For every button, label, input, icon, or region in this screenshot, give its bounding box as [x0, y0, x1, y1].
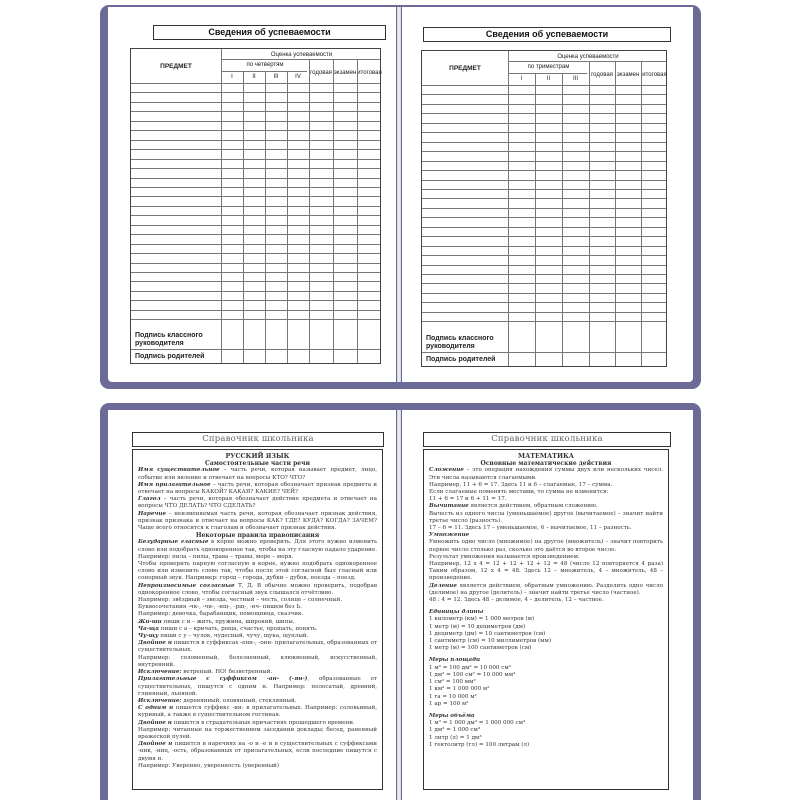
table-row-line — [131, 130, 380, 131]
definition: Вычесть из одного числа (уменьшаемое) другое (вычитаемое) – значит найти третье число (разность). — [429, 510, 663, 524]
list-item: 1 дм² = 100 см² = 10 000 мм² — [429, 671, 516, 678]
definition: – это операция нахождения суммы двух или нескольких чисел. Эти числа называются слагаемыми. — [429, 467, 663, 481]
table-row-line — [422, 198, 666, 199]
definition: Например, 11 + 6 = 17. Здесь 11 и 6 – слагаемые, 17 – сумма. — [429, 481, 613, 488]
table-column-line — [333, 59, 334, 363]
table-row-line — [422, 293, 666, 294]
table-row-line — [131, 234, 380, 235]
section-subheading: Некоторые правила правописания — [195, 532, 320, 540]
table-row-line — [131, 272, 380, 273]
page-title: Сведения об успеваемости — [423, 27, 671, 42]
definition: Например: девочка, барабанщик, помощница, сказчик. — [138, 611, 304, 618]
table-row-line — [131, 159, 380, 160]
text-paragraph — [138, 619, 377, 626]
table-row-line — [131, 178, 380, 179]
table-row-line — [131, 300, 380, 301]
table-row-line — [131, 102, 380, 103]
definition: пиши с у – чулок, чудесный, чучу, щука, щуплый. — [158, 633, 309, 640]
definition: пишется в наречиях на -о и -е и в существительных с суффиксами -ник, -ниц, -ость, образованных от прилагательных, если последние пишутся с двумя н. — [138, 741, 377, 762]
definition: в корне можно проверить. Для этого нужно изменить слово или подобрать однокоренное так, чтобы на эту гласную падало ударение. Например: пила – пилы, трава – травы, море – моря. — [138, 539, 377, 560]
list-item: 1 м² = 100 дм² = 10 000 см² — [429, 664, 511, 671]
text-paragraph — [138, 539, 377, 561]
text-paragraph — [138, 496, 377, 510]
table-row-line — [131, 187, 380, 188]
period-4: IV — [295, 74, 301, 80]
table-row-line — [131, 83, 380, 84]
page-title: Сведения об успеваемости — [153, 25, 386, 40]
term: Безударные гласные — [138, 539, 209, 546]
section-heading: РУССКИЙ ЯЗЫК — [225, 452, 290, 460]
text-paragraph — [138, 720, 377, 727]
table-row-line — [221, 71, 307, 72]
definition: Например: Уверенно, уверенность (уверенный) — [138, 762, 280, 769]
table-row-line — [131, 92, 380, 93]
table-column-line — [615, 61, 616, 366]
table-column-line — [357, 59, 358, 363]
definition: является действием, обратным умножению. Разделить одно число (делимое) на другое (делитель) – значит найти третье число (частное). — [429, 582, 663, 596]
definition: Чтобы проверить парную согласную в корне, нужно подобрать однокоренное слово или изменить слово так, чтобы после этой согласной был гласный или сонорный звук. Например: город – города, дубки – дубок, поезда – поезд. — [138, 561, 377, 582]
table-row-line — [131, 196, 380, 197]
table-column-line — [589, 61, 590, 366]
table-column-line — [309, 59, 310, 363]
list-item: 1 дециметр (дм) = 10 сантиметров (см) — [429, 630, 546, 637]
exam-header: экзамен — [616, 72, 640, 78]
table-row-line — [422, 274, 666, 275]
period-header: по четвертям — [246, 62, 284, 68]
table-column-line — [265, 71, 266, 363]
table-row-line — [422, 180, 666, 181]
teacher-sign-label: Подпись классного руководителя — [426, 335, 494, 350]
text-paragraph — [138, 741, 377, 763]
text-paragraph — [429, 583, 663, 597]
table-row-line — [422, 142, 666, 143]
table-row-line — [131, 310, 380, 311]
definition: Например, 12 х 4 = 12 + 12 + 12 + 12 = 48 (число 12 повторяется 4 раза) Таким образом, 12 х 4 = 48. Здесь 12 – множитель, 4 – множитель, 48 – произведение. — [429, 561, 663, 582]
section-heading: МАТЕМАТИКА — [518, 452, 574, 460]
text-paragraph — [138, 561, 377, 583]
definition: – часть речи, которая обозначает действие предмета и отвечает на вопросы ЧТО ДЕЛАТЬ? ЧТО СДЕЛАТЬ? — [138, 496, 377, 510]
yearly-header: годовая — [591, 72, 613, 78]
definition: – часть речи, которая называет предмет, лицо, событие или явление и отвечает на вопросы КТО? ЧТО? — [138, 467, 377, 481]
definition: пиши с а – кричать, роща, счастье, прощать, понять. — [159, 625, 318, 632]
table-column-line — [243, 71, 244, 363]
term: Исключение: — [138, 669, 182, 676]
table-row-line — [131, 263, 380, 264]
table-row-line — [422, 227, 666, 228]
term: Имя существительное — [138, 467, 220, 474]
table-row-line — [131, 281, 380, 282]
term: Вычитание — [429, 503, 469, 510]
term: Непроизносимые согласные — [138, 582, 235, 589]
text-paragraph — [138, 583, 377, 597]
table-row-line — [131, 244, 380, 245]
table-row-line — [422, 265, 666, 266]
text-paragraph — [429, 467, 663, 481]
period-1: I — [520, 76, 523, 82]
table-row-line — [131, 225, 380, 226]
table-row-line — [422, 352, 666, 353]
definition: , образованные от существительных, пишутся с одним н. Например: полосатый, древний, глиняный, льняной. — [138, 676, 377, 697]
table-row-line — [422, 123, 666, 124]
definition: пиши с и – жить, пружина, широкий, шипы. — [161, 618, 295, 625]
teacher-sign-label: Подпись классного руководителя — [135, 332, 203, 347]
list-item: 1 метр (м) = 10 дециметров (дм) — [429, 623, 526, 630]
text-paragraph — [429, 525, 663, 532]
text-paragraph — [429, 554, 663, 561]
definition: – неизменяемая часть речи, которая обозначает признак действия, признак признака и отвечает на вопросы КАК? ГДЕ? КУДА? КОГДА? ЗАЧЕМ? Чаще всего относится к глаголам и обозначает признак действия. — [138, 510, 377, 532]
table-row-line — [422, 236, 666, 237]
grades-table-trimesters — [421, 50, 667, 367]
table-row-line — [422, 170, 666, 171]
reference-math — [423, 449, 669, 790]
parents-sign-label: Подпись родителей — [426, 356, 496, 363]
text-paragraph — [138, 705, 377, 719]
term: Двойное н — [138, 741, 173, 748]
definition: – часть речи, которая обозначает признак предмета и отвечает на вопросы КАКОЙ? КАКАЯ? КАКИЕ? ЧЕЙ? — [138, 481, 377, 496]
period-1: I — [231, 74, 233, 80]
units-title: Единицы длины — [429, 609, 484, 616]
parents-sign-label: Подпись родителей — [135, 353, 205, 360]
table-row-line — [422, 255, 666, 256]
list-item: 1 литр (л) = 1 дм³ — [429, 734, 482, 741]
term: Имя прилагательное — [138, 481, 211, 488]
exam-header: экзамен — [333, 70, 357, 76]
term: Деление — [429, 582, 457, 589]
definition: пишется в суффиксах -енн-, -онн- прилагательных, образованных от существительных. — [138, 640, 377, 654]
term: Исключение: — [138, 697, 182, 704]
table-row-line — [422, 321, 666, 322]
table-row-line — [422, 302, 666, 303]
table-row-line — [422, 113, 666, 114]
term: Жи-ши — [138, 618, 162, 625]
final-header: итоговая — [357, 70, 382, 76]
text-paragraph — [138, 511, 377, 533]
table-row-line — [131, 168, 380, 169]
term: Умножение — [429, 532, 470, 539]
term: Ча-ща — [138, 625, 160, 632]
definition: 11 + 6 = 17 и 6 + 11 = 17. — [429, 496, 507, 503]
table-row-line — [422, 85, 666, 86]
table-row-line — [422, 283, 666, 284]
table-row-line — [422, 217, 666, 218]
grade-header: Оценка успеваемости — [557, 54, 619, 60]
list-item: 1 километр (км) = 1 000 метров (м) — [429, 616, 535, 623]
list-item: 1 га = 10 000 м² — [429, 693, 477, 700]
definition: Т, Д. В обычно можно проверить, подобрав однокоренное слово, чтобы согласный звук слышался отчётливо. — [138, 582, 377, 596]
table-row-line — [131, 111, 380, 112]
definition: ветреный. НО! безветренный. — [181, 669, 273, 676]
table-row-line — [422, 208, 666, 209]
table-row-line — [422, 161, 666, 162]
grade-header: Оценка успеваемости — [270, 52, 333, 58]
definition: Умножить одно число (множимое) на другое (множитель) – значит повторить первое число столько раз, сколько это даётся во второе число. — [429, 539, 663, 553]
period-2: II — [252, 74, 256, 80]
spine-top — [397, 7, 401, 382]
table-row-line — [422, 312, 666, 313]
definition: Например: соломенный, болезненный, клюквенный, искусственный, внутренний. — [138, 654, 377, 668]
term: Прилагательные с суффиксом -ан- (-ян-) — [138, 676, 308, 683]
table-column-line — [287, 71, 288, 363]
list-item: 1 км² = 1 000 000 м² — [429, 686, 490, 693]
table-row-line — [131, 140, 380, 141]
term: Глагол — [138, 496, 161, 503]
subject-header: ПРЕДМЕТ — [160, 63, 192, 70]
table-row-line — [131, 215, 380, 216]
table-column-line — [562, 73, 563, 366]
grades-table-quarters — [130, 48, 381, 364]
reference-russian — [132, 449, 383, 790]
table-column-line — [508, 51, 509, 366]
definition: Буквосочетания -чк-, -чн-, -нщ-, -рщ-, -нч- пишем без Ь. — [138, 604, 302, 611]
definition: является действием, обратным сложению. — [468, 503, 598, 510]
table-row-line — [422, 94, 666, 95]
table-row-line — [422, 104, 666, 105]
text-paragraph — [138, 655, 377, 669]
definition: деревянный, оловянный, стеклянный. — [181, 697, 297, 704]
table-row-line — [131, 349, 380, 350]
definition: пишется суффикс -ин- в прилагательных. Например: соловьиный, куриный, а также в существительном гостиная. — [138, 705, 377, 719]
table-row-line — [131, 149, 380, 150]
table-row-line — [131, 121, 380, 122]
text-paragraph — [138, 611, 377, 618]
table-row-line — [131, 206, 380, 207]
list-item: 1 сантиметр (см) = 10 миллиметров (мм) — [429, 638, 552, 645]
table-row-line — [422, 132, 666, 133]
final-header: итоговая — [642, 72, 667, 78]
yearly-header: годовая — [310, 70, 332, 76]
term: Двойное н — [138, 719, 172, 726]
text-paragraph — [429, 489, 663, 496]
section-subheading: Самостоятельные части речи — [205, 460, 310, 468]
term: Сложение — [429, 467, 464, 474]
table-row-line — [508, 61, 666, 62]
period-2: II — [546, 76, 551, 82]
text-paragraph — [429, 503, 663, 510]
page-title: Справочник школьника — [423, 432, 671, 447]
text-paragraph — [138, 626, 377, 633]
table-row-line — [422, 246, 666, 247]
text-paragraph — [138, 467, 377, 481]
volume-title: Меры объёма — [429, 712, 475, 719]
term: С одним н — [138, 705, 174, 712]
text-paragraph — [138, 763, 377, 770]
text-paragraph — [429, 561, 663, 583]
area-title: Меры площади — [429, 657, 481, 664]
table-row-line — [131, 319, 380, 320]
text-paragraph — [429, 539, 663, 553]
text-paragraph — [138, 727, 377, 741]
definition: 48 : 4 = 12. Здесь 48 – делимое, 4 – делитель, 12 – частное. — [429, 597, 604, 604]
table-row-line — [422, 151, 666, 152]
text-paragraph — [429, 482, 663, 489]
table-column-line — [641, 61, 642, 366]
period-3: III — [273, 74, 279, 80]
term: Чу-щу — [138, 633, 159, 640]
subject-header: ПРЕДМЕТ — [449, 65, 481, 72]
text-paragraph — [138, 676, 377, 698]
definition: Если слагаемые поменять местами, то сумма не изменится: — [429, 489, 609, 496]
table-column-line — [535, 73, 536, 366]
period-header: по триместрам — [527, 64, 570, 70]
term: Наречие — [138, 510, 167, 517]
text-paragraph — [429, 597, 663, 604]
definition: Результат умножения называется произведением. — [429, 553, 580, 560]
period-3: III — [572, 76, 578, 82]
table-row-line — [422, 189, 666, 190]
section-subheading: Основные математические действия — [480, 460, 612, 468]
text-paragraph — [429, 511, 663, 525]
text-paragraph — [138, 640, 377, 654]
text-paragraph — [138, 482, 377, 496]
spine-bottom — [397, 410, 401, 800]
definition: Например: звёздный – звезда, честный – честь, солнце – солнечный. — [138, 597, 343, 604]
list-item: 1 м³ = 1 000 дм³ = 1 000 000 см³ — [429, 720, 526, 727]
table-row-line — [131, 291, 380, 292]
list-item: 1 дм³ = 1 000 см³ — [429, 727, 481, 734]
list-item: 1 метр (м) = 100 сантиметров (см) — [429, 645, 532, 652]
list-item: 1 гектолитр (гл) = 100 литрам (л) — [429, 741, 530, 748]
definition: 17 – 6 = 11. Здесь 17 – уменьшаемое, 6 – вычитаемое, 11 – разность. — [429, 525, 632, 532]
term: Двойное н — [138, 640, 172, 647]
definition: Например: читанные на торжественном заседании доклады; бесед, раненный вражеской пулей. — [138, 726, 377, 740]
definition: пишется в страдательных причастиях прошедшего времени. — [171, 719, 355, 726]
table-column-line — [221, 49, 222, 363]
list-item: 1 ар = 100 м² — [429, 700, 469, 707]
page-title: Справочник школьника — [132, 432, 384, 447]
table-row-line — [131, 253, 380, 254]
table-row-line — [508, 73, 587, 74]
list-item: 1 см² = 100 мм² — [429, 679, 476, 686]
